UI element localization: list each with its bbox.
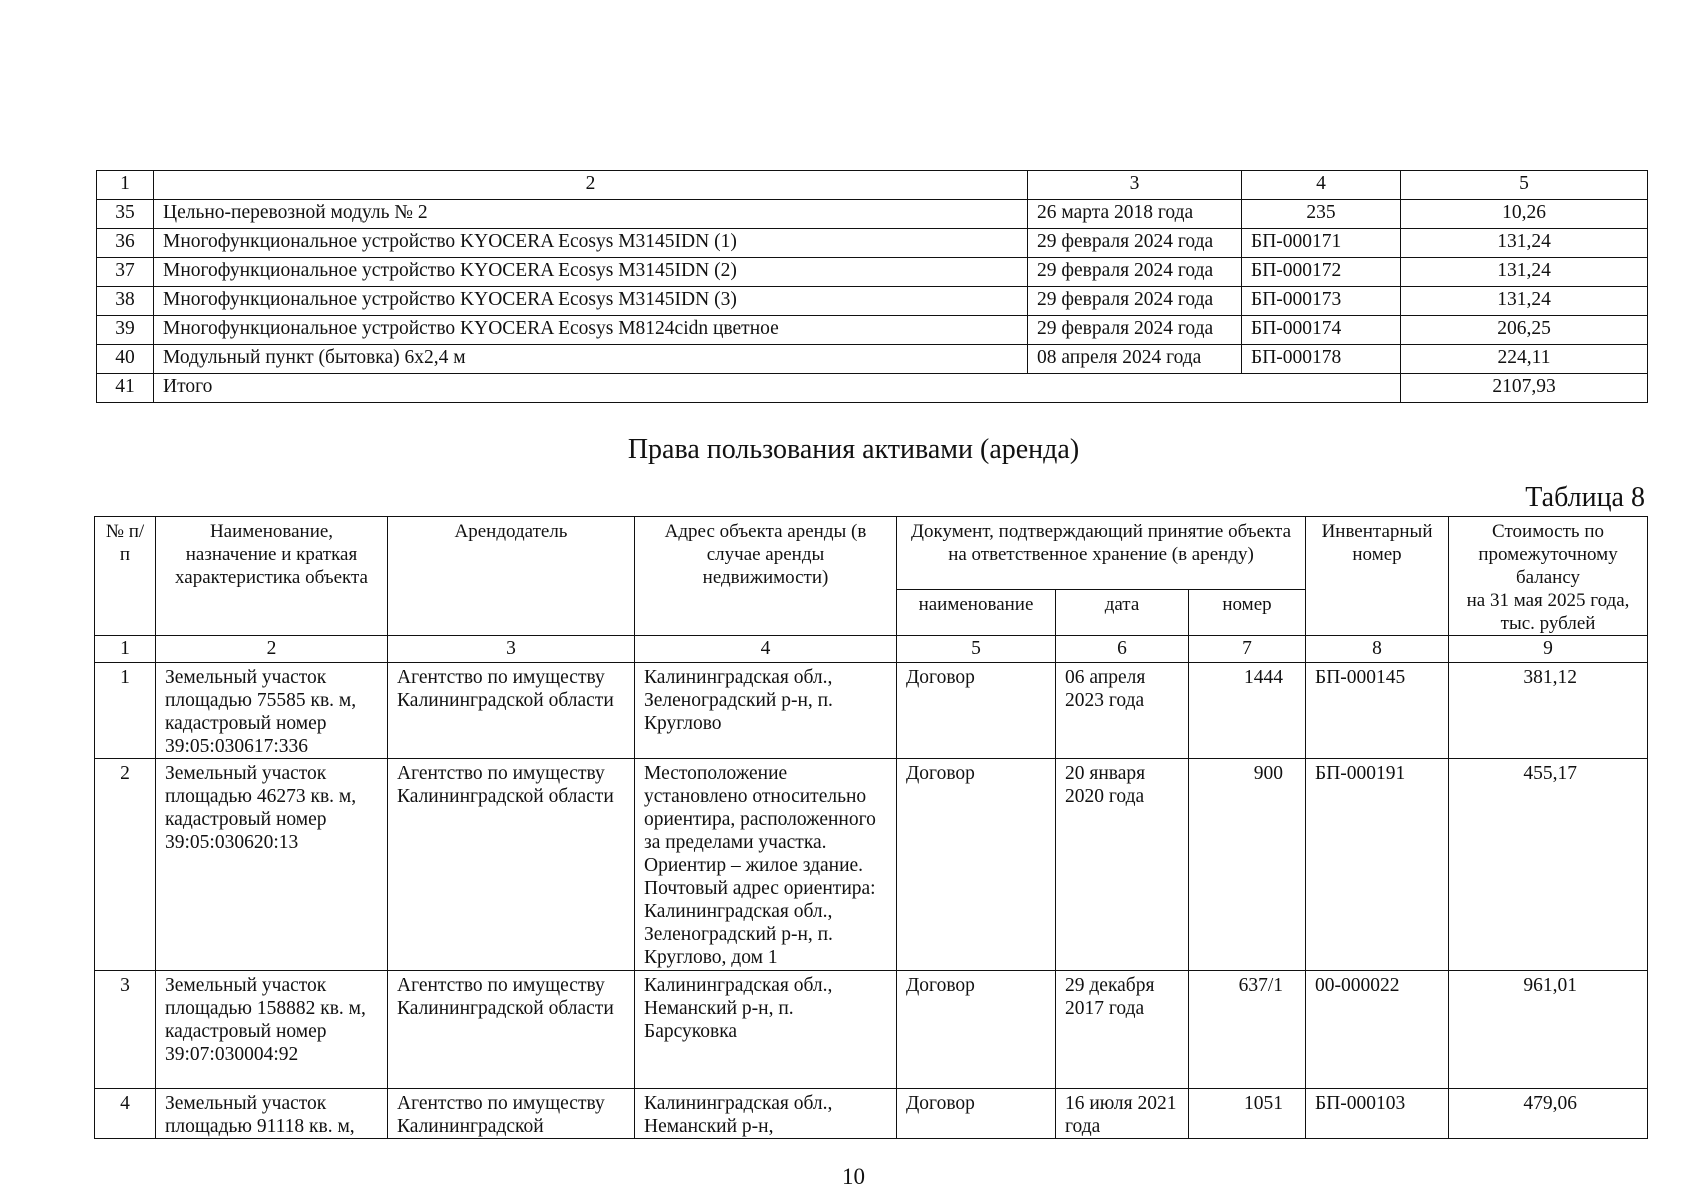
inventory-number: БП-000174 [1242, 316, 1401, 345]
header-cost-date: на 31 мая 2025 года, тыс. рублей [1466, 590, 1630, 634]
header-lessor: Арендодатель [388, 517, 635, 636]
doc-number: 1444 [1189, 663, 1306, 759]
table-row [95, 971, 1648, 1089]
asset-value: 206,25 [1401, 316, 1648, 345]
asset-name: Многофункциональное устройство KYOCERA Ecosys M3145IDN (1) [154, 229, 1028, 258]
index-cell: 4 [1242, 171, 1401, 200]
inventory-number: 235 [1242, 200, 1401, 229]
doc-name: Договор [897, 663, 1056, 759]
header-doc-date: дата [1056, 589, 1189, 635]
header-inventory: Инвентарный номер [1306, 517, 1449, 636]
inventory-number: БП-000191 [1306, 759, 1449, 971]
doc-name: Договор [897, 1089, 1056, 1139]
row-number: 37 [97, 258, 154, 287]
asset-value: 131,24 [1401, 229, 1648, 258]
table-row [97, 345, 1648, 374]
index-cell: 2 [154, 171, 1028, 200]
header-doc-name: наименование [897, 589, 1056, 635]
header-address: Адрес объекта аренды (в случае аренды недвижимости) [635, 517, 897, 636]
cost-value: 455,17 [1449, 759, 1648, 971]
lease-table [94, 516, 1648, 1139]
table-index-row [97, 171, 1648, 200]
table-row [97, 258, 1648, 287]
asset-name: Многофункциональное устройство KYOCERA Ecosys M3145IDN (3) [154, 287, 1028, 316]
section-title: Права пользования активами (аренда) [627, 434, 1080, 465]
row-number: 40 [97, 345, 154, 374]
index-cell: 3 [1028, 171, 1242, 200]
index-cell: 1 [95, 636, 156, 663]
asset-date: 29 февраля 2024 года [1028, 229, 1242, 258]
asset-date: 29 февраля 2024 года [1028, 287, 1242, 316]
index-cell: 8 [1306, 636, 1449, 663]
header-cost [1449, 517, 1648, 636]
assets-table [96, 170, 1648, 403]
header-row [95, 517, 1648, 590]
asset-name: Многофункциональное устройство KYOCERA Ecosys M8124cidn цветное [154, 316, 1028, 345]
asset-date: 29 февраля 2024 года [1028, 316, 1242, 345]
index-cell: 3 [388, 636, 635, 663]
inventory-number: БП-000172 [1242, 258, 1401, 287]
header-cost-title: Стоимость по промежуточному балансу [1478, 521, 1618, 588]
table-row [95, 663, 1648, 759]
row-number: 41 [97, 374, 154, 403]
asset-date: 29 февраля 2024 года [1028, 258, 1242, 287]
object-address: Калининградская обл., Неманский р-н, [635, 1089, 897, 1139]
cost-value: 381,12 [1449, 663, 1648, 759]
lessor: Агентство по имуществу Калининградской [388, 1089, 635, 1139]
cost-value: 479,06 [1449, 1089, 1648, 1139]
index-cell: 4 [635, 636, 897, 663]
row-number: 35 [97, 200, 154, 229]
row-number: 3 [95, 971, 156, 1089]
row-number: 1 [95, 663, 156, 759]
total-value: 2107,93 [1401, 374, 1648, 403]
asset-date: 26 марта 2018 года [1028, 200, 1242, 229]
lessor: Агентство по имуществу Калининградской области [388, 759, 635, 971]
asset-value: 10,26 [1401, 200, 1648, 229]
doc-name: Договор [897, 759, 1056, 971]
table-row [97, 316, 1648, 345]
total-row [97, 374, 1648, 403]
object-address: Местоположение установлено относительно ориентира, расположенного за пределами участка. Ориентир – жилое здание. Почтовый адрес ориентира: Калининградская обл., Зеленоградский р-н, п. Круглово, дом 1 [635, 759, 897, 971]
inventory-number: БП-000103 [1306, 1089, 1449, 1139]
header-document: Документ, подтверждающий принятие объекта на ответственное хранение (в аренду) [897, 517, 1306, 590]
asset-value: 224,11 [1401, 345, 1648, 374]
doc-number: 637/1 [1189, 971, 1306, 1089]
doc-number: 1051 [1189, 1089, 1306, 1139]
table-row [95, 1089, 1648, 1139]
index-cell: 5 [897, 636, 1056, 663]
object-name: Земельный участок площадью 158882 кв. м, кадастровый номер 39:07:030004:92 [156, 971, 388, 1089]
inventory-number: 00-000022 [1306, 971, 1449, 1089]
doc-name: Договор [897, 971, 1056, 1089]
inventory-number: БП-000145 [1306, 663, 1449, 759]
cost-value: 961,01 [1449, 971, 1648, 1089]
doc-date: 06 апреля 2023 года [1056, 663, 1189, 759]
inventory-number: БП-000178 [1242, 345, 1401, 374]
doc-number: 900 [1189, 759, 1306, 971]
index-cell: 5 [1401, 171, 1648, 200]
table-row [97, 287, 1648, 316]
asset-name: Цельно-перевозной модуль № 2 [154, 200, 1028, 229]
table-row [95, 759, 1648, 971]
table-caption: Таблица 8 [1525, 482, 1645, 513]
doc-date: 20 января 2020 года [1056, 759, 1189, 971]
asset-value: 131,24 [1401, 287, 1648, 316]
index-cell: 2 [156, 636, 388, 663]
total-label: Итого [154, 374, 1401, 403]
page-number: 10 [842, 1164, 865, 1189]
object-name: Земельный участок площадью 91118 кв. м, [156, 1089, 388, 1139]
index-cell: 1 [97, 171, 154, 200]
table-index-row [95, 636, 1648, 663]
object-address: Калининградская обл., Зеленоградский р-н, п. Круглово [635, 663, 897, 759]
index-cell: 6 [1056, 636, 1189, 663]
row-number: 36 [97, 229, 154, 258]
object-name: Земельный участок площадью 46273 кв. м, кадастровый номер 39:05:030620:13 [156, 759, 388, 971]
index-cell: 9 [1449, 636, 1648, 663]
row-number: 2 [95, 759, 156, 971]
doc-date: 16 июля 2021 года [1056, 1089, 1189, 1139]
asset-value: 131,24 [1401, 258, 1648, 287]
asset-name: Модульный пункт (бытовка) 6x2,4 м [154, 345, 1028, 374]
header-num: № п/п [95, 517, 156, 636]
header-name: Наименование, назначение и краткая характеристика объекта [156, 517, 388, 636]
doc-date: 29 декабря 2017 года [1056, 971, 1189, 1089]
asset-date: 08 апреля 2024 года [1028, 345, 1242, 374]
header-doc-number: номер [1189, 589, 1306, 635]
inventory-number: БП-000171 [1242, 229, 1401, 258]
row-number: 39 [97, 316, 154, 345]
table-row [97, 229, 1648, 258]
inventory-number: БП-000173 [1242, 287, 1401, 316]
asset-name: Многофункциональное устройство KYOCERA Ecosys M3145IDN (2) [154, 258, 1028, 287]
index-cell: 7 [1189, 636, 1306, 663]
row-number: 38 [97, 287, 154, 316]
lessor: Агентство по имуществу Калининградской области [388, 663, 635, 759]
object-address: Калининградская обл., Неманский р-н, п. Барсуковка [635, 971, 897, 1089]
lessor: Агентство по имуществу Калининградской области [388, 971, 635, 1089]
table-row [97, 200, 1648, 229]
object-name: Земельный участок площадью 75585 кв. м, кадастровый номер 39:05:030617:336 [156, 663, 388, 759]
row-number: 4 [95, 1089, 156, 1139]
